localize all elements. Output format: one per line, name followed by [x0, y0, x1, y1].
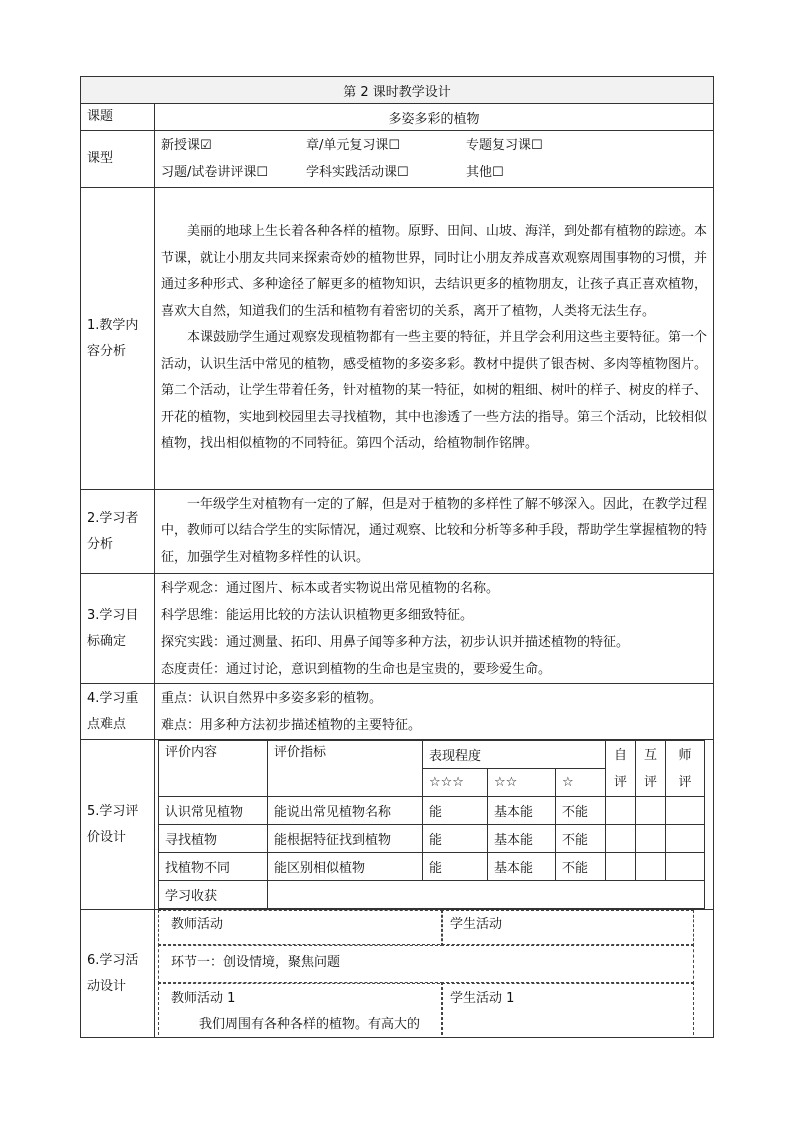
- label-line: 5.学习评: [87, 803, 139, 819]
- content-analysis-label: [81, 188, 155, 490]
- eval-row-level: 能: [423, 853, 488, 881]
- objective-item: 探究实践：通过测量、拓印、用鼻子闻等多种方法，初步认识并描述植物的特征。: [161, 634, 630, 650]
- label-line: 价设计: [87, 829, 127, 845]
- eval-peer-cell[interactable]: [636, 825, 666, 853]
- label-line: 动设计: [87, 978, 127, 994]
- eval-teacher-cell[interactable]: [666, 797, 705, 825]
- key-points-body: [155, 684, 714, 740]
- lesson-type-option: 新授课☑: [161, 138, 212, 153]
- eval-row: [159, 825, 705, 853]
- student-activity-heading: 学生活动: [450, 917, 503, 932]
- objectives-label: [81, 574, 155, 684]
- eval-row-indicator: 能区别相似植物: [268, 853, 423, 881]
- eval-peer-cell[interactable]: [636, 853, 666, 881]
- label-line: 4.学习重: [87, 690, 139, 706]
- activities-area: [155, 910, 713, 1034]
- objective-item: 态度责任：通过讨论，意识到植物的生命也是宝贵的，要珍爱生命。: [161, 661, 552, 677]
- header-char: 评: [678, 774, 692, 790]
- lesson-type-option: 其他☐: [466, 165, 504, 180]
- eval-header-indicator: 评价指标: [268, 741, 423, 797]
- eval-row-indicator: 能根据特征找到植物: [268, 825, 423, 853]
- header-char: 师: [678, 747, 692, 763]
- header-char: 评: [613, 774, 627, 790]
- eval-self-cell[interactable]: [606, 797, 636, 825]
- eval-row-content: 找植物不同: [159, 853, 268, 881]
- stage-1-title: 环节一：创设情境，聚焦问题: [171, 955, 341, 970]
- eval-row-content: 寻找植物: [159, 825, 268, 853]
- eval-harvest-label: 学习收获: [159, 881, 268, 909]
- content-analysis-body: [155, 188, 714, 490]
- eval-row-level: 基本能: [488, 853, 556, 881]
- eval-row-indicator: 能说出常见植物名称: [268, 797, 423, 825]
- label-line: 点难点: [87, 716, 127, 732]
- key-point-item: 重点：认识自然界中多姿多彩的植物。: [161, 690, 383, 706]
- teacher-activity-1-text: 我们周围有各种各样的植物。有高大的: [199, 1017, 421, 1032]
- lesson-type-option: 学科实践活动课☐: [306, 165, 409, 180]
- eval-row: [159, 797, 705, 825]
- eval-teacher-cell[interactable]: [666, 853, 705, 881]
- lesson-type-options: [155, 131, 714, 188]
- teacher-activity-header: [158, 910, 443, 946]
- lesson-plan: [80, 76, 714, 1038]
- eval-stars-2: ☆☆: [488, 769, 556, 797]
- eval-self-cell[interactable]: [606, 825, 636, 853]
- learner-paragraph: 一年级学生对植物有一定的了解，但是对于植物的多样性了解不够深入。因此，在教学过程中，教师可以结合学生的实际情况，通过观察、比较和分析等多种手段，帮助学生掌握植物的特征，加强学生对植物多样性的认识。: [161, 496, 708, 565]
- eval-header-teacher: [666, 741, 705, 797]
- evaluation-label: [81, 740, 155, 910]
- label-line: 6.学习活: [87, 952, 139, 968]
- label-line: 1.教学内: [87, 317, 139, 333]
- eval-row-content: 认识常见植物: [159, 797, 268, 825]
- teacher-activity-1-box: [158, 982, 443, 1035]
- eval-peer-cell[interactable]: [636, 797, 666, 825]
- eval-row-level: 基本能: [488, 797, 556, 825]
- key-point-item: 难点：用多种方法初步描述植物的主要特征。: [161, 717, 422, 733]
- activities-body: [155, 910, 714, 1038]
- eval-row-level: 不能: [556, 797, 606, 825]
- eval-header-performance: 表现程度: [423, 741, 606, 769]
- lesson-type-option: 专题复习课☐: [466, 138, 543, 153]
- student-activity-1-title: 学生活动 1: [450, 991, 515, 1006]
- teacher-activity-heading: 教师活动: [171, 917, 224, 932]
- eval-header-self: [606, 741, 636, 797]
- label-line: 2.学习者: [87, 510, 139, 526]
- student-activity-1-box: [441, 982, 694, 1035]
- header-char: 评: [643, 774, 657, 790]
- content-paragraph: 美丽的地球上生长着各种各样的植物。原野、田间、山坡、海洋，到处都有植物的踪迹。本节课，就让小朋友共同来探索奇妙的植物世界，同时让小朋友养成喜欢观察周围事物的习惯，并通过多种形式、多种途径了解更多的植物知识，去结识更多的植物朋友，让孩子真正喜欢植物，喜欢大自然，知道我们的生活和植物有着密切的关系，离开了植物，人类将无法生存。: [161, 224, 708, 319]
- label-line: 容分析: [87, 343, 127, 359]
- student-activity-header: [441, 910, 694, 946]
- content-paragraph: 本课鼓励学生通过观察发现植物都有一些主要的特征，并且学会利用这些主要特征。第一个活动，认识生活中常见的植物，感受植物的多姿多彩。教材中提供了银杏树、多肉等植物图片。第二个活动，让学生带着任务，针对植物的某一特征，如树的粗细、树叶的样子、树皮的样子、开花的植物，实地到校园里去寻找植物，其中也渗透了一些方法的指导。第三个活动，比较相似植物，找出相似植物的不同特征。第四个活动，给植物制作铭牌。: [161, 330, 708, 452]
- eval-row-level: 不能: [556, 825, 606, 853]
- topic-label: 课题: [81, 104, 155, 131]
- key-points-label: [81, 684, 155, 740]
- evaluation-body: [155, 740, 714, 910]
- lesson-type-option: 章/单元复习课☐: [306, 138, 401, 153]
- eval-header-peer: [636, 741, 666, 797]
- objectives-body: [155, 574, 714, 684]
- label-line: 3.学习目: [87, 607, 139, 623]
- eval-header-content: 评价内容: [159, 741, 268, 797]
- eval-row-level: 能: [423, 797, 488, 825]
- learner-analysis-body: [155, 490, 714, 574]
- stage-1-box: [158, 944, 694, 984]
- eval-stars-3: ☆☆☆: [423, 769, 488, 797]
- eval-row: [159, 853, 705, 881]
- lesson-type-label: 课型: [81, 131, 155, 188]
- header-char: 互: [643, 747, 657, 763]
- eval-row-level: 不能: [556, 853, 606, 881]
- eval-row-level: 能: [423, 825, 488, 853]
- label-line: 标确定: [87, 633, 127, 649]
- eval-self-cell[interactable]: [606, 853, 636, 881]
- lesson-plan-table: [80, 76, 714, 1038]
- header-char: 自: [613, 747, 627, 763]
- lesson-type-option: 习题/试卷讲评课☐: [161, 165, 269, 180]
- teacher-activity-1-title: 教师活动 1: [171, 991, 236, 1006]
- plan-title: 第 2 课时教学设计: [81, 77, 714, 104]
- objective-item: 科学思维：能运用比较的方法认识植物更多细致特征。: [161, 607, 474, 623]
- evaluation-table: [158, 740, 705, 909]
- topic-value: 多姿多彩的植物: [155, 104, 714, 131]
- learner-analysis-label: [81, 490, 155, 574]
- eval-teacher-cell[interactable]: [666, 825, 705, 853]
- eval-stars-1: ☆: [556, 769, 606, 797]
- activities-label: [81, 910, 155, 1038]
- eval-harvest-field[interactable]: [268, 881, 705, 909]
- label-line: 分析: [87, 536, 114, 552]
- objective-item: 科学观念：通过图片、标本或者实物说出常见植物的名称。: [161, 580, 500, 596]
- eval-row-level: 基本能: [488, 825, 556, 853]
